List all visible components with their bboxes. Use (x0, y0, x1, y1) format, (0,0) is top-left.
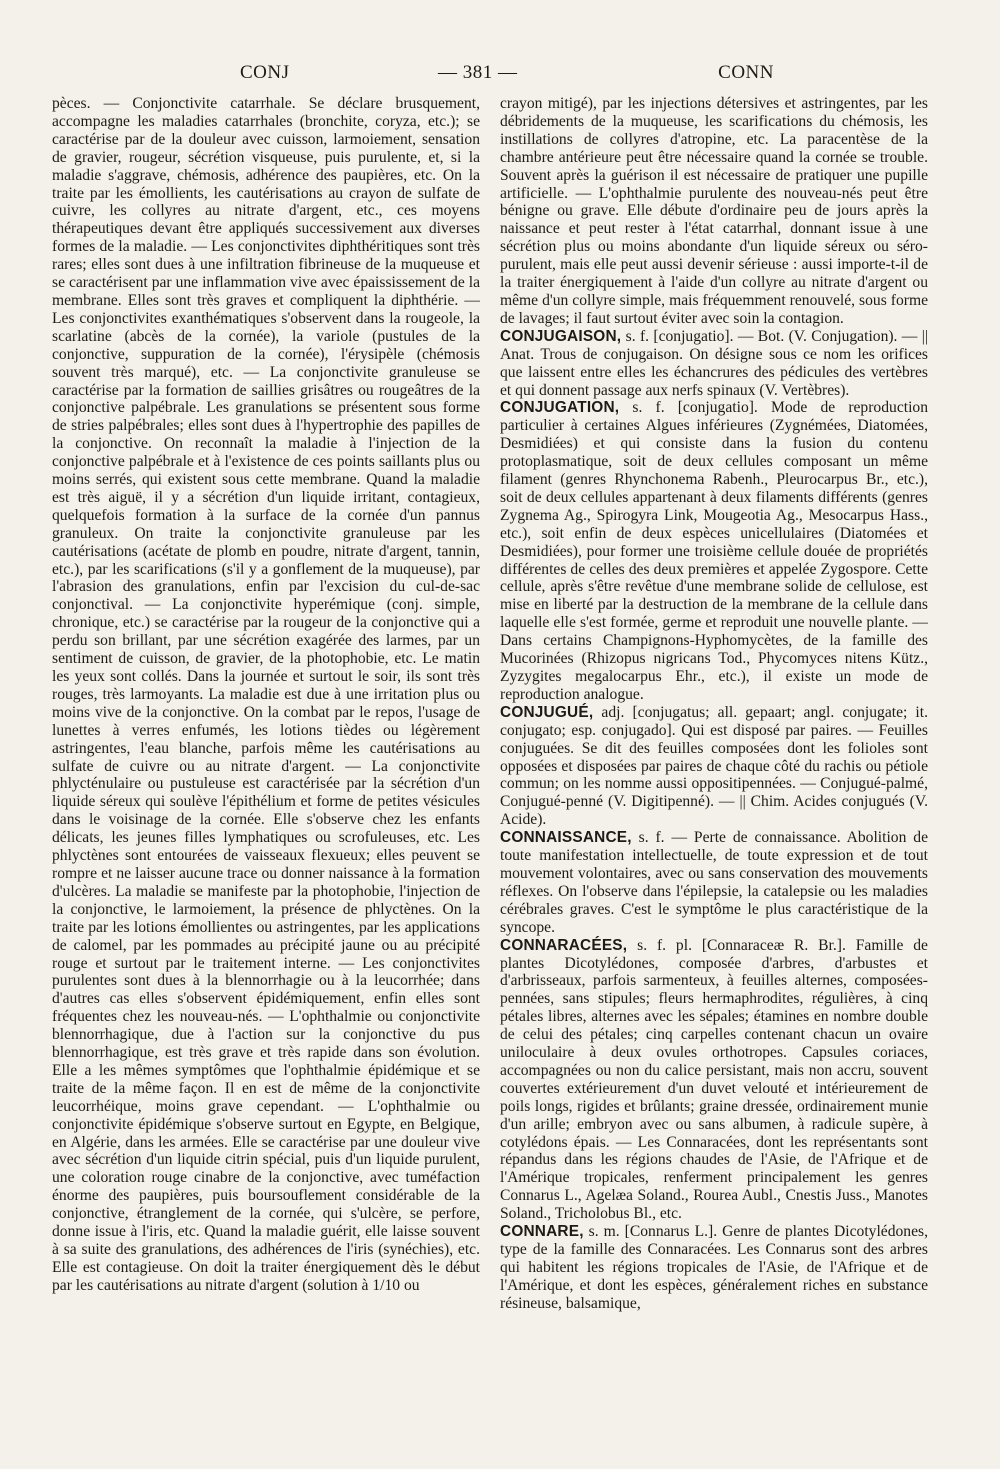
entry-body: s. m. [Connarus L.]. Genre de plantes Dicotylédones, type de la famille des Connaracées. Les Connarus sont des arbres qui habitent les régions tropicales de l'Asie, de l'Afrique et de l'Amérique, et dont les espèces, généralement riches en substance résineuse, balsamique, (500, 1223, 928, 1312)
page-number: — 381 — (438, 62, 518, 83)
entry-body: s. f. [conjugatio]. — Bot. (V. Conjugation). — || Anat. Trous de conjugaison. On désigne sous ce nom les orifices que laissent entre elles les échancrures des pédicules des vertèbres et qui donnent passage aux nerfs spinaux (V. Vertèbres). (500, 327, 928, 399)
entry-body: s. f. [conjugatio]. Mode de reproduction particulier à certaines Algues inférieures (Zygnémées, Diatomées, Desmidiées) et qui consiste dans la fusion du contenu protoplasmatique, soit de deux cellules composant un même filament (genres Rhynchonema Rabenh., Pleurocarpus Br., etc.), soit de deux cellules appartenant à deux filaments différents (genres Zygnema Ag., Spirogyra Link, Mougeotia Ag., Mesocarpus Hass., etc.), soit enfin de deux espèces unicellulaires (Diatomées et Desmidiées), pour former une troisième cellule douée de propriétés différentes de celles des deux premières et appelée Zygospore. Cette cellule, après s'être revêtue d'une membrane solide de cellulose, est mise en liberté par la destruction de la membrane de la cellule dans laquelle elle s'est formée, germe et reproduit une nouvelle plante. — Dans certains Champignons-Hyphomycètes, de la famille des Mucorinées (Rhizopus nigricans Tod., Phycomyces nitens Kütz., Zyzygites megalocarpus Ehr., etc.), il existe un mode de reproduction analogue. (500, 399, 928, 703)
entry-body: adj. [conjugatus; all. gepaart; angl. conjugate; it. conjugato; esp. conjugado]. Qui est disposé par paires. — Feuilles conjuguées. Se dit des feuilles composées dont les folioles sont opposées et disposées par paires de chaque côté du rachis ou pétiole commun; on les nomme aussi oppositipennées. — Conjugué-palmé, Conjugué-penné (V. Digitipenné). — || Chim. Acides conjugués (V. Acide). (500, 703, 928, 829)
entry-conjugaison (500, 328, 928, 400)
entry-headword: CONNARACÉES, (500, 936, 628, 954)
entry-headword: CONJUGAISON, (500, 327, 622, 345)
ophthalmie-continuation: crayon mitigé), par les injections détersives et astringentes, par les débridements de la muqueuse, les scarifications du chémosis, les instillations de collyres d'atropine, etc. La paracentèse de la chambre antérieure peut être nécessaire quand la cornée se trouble. Souvent après la guérison il est nécessaire de pratiquer une pupille artificielle. — L'ophthalmie purulente des nouveau-nés peut être bénigne ou grave. Elle débute d'ordinaire peu de jours après la naissance et peut rester à l'état catarrhal, donnant issue à une sécrétion plus ou moins abondante d'un liquide séreux ou séro-purulent, mais elle peut aussi devenir sérieuse : aussi importe-t-il de la traiter énergiquement à l'aide d'un collyre au nitrate d'argent ou même d'un collyre simple, mais fréquemment renouvelé, sous forme de lavages; il faut surtout éviter avec soin la contagion. (500, 95, 928, 327)
entry-connaissance (500, 829, 928, 936)
entry-connare (500, 1223, 928, 1313)
left-column (52, 95, 480, 1425)
entry-headword: CONJUGUÉ, (500, 703, 594, 721)
entry-headword: CONNARE, (500, 1223, 584, 1241)
entry-body: s. f. — Perte de connaissance. Abolition de toute manifestation intellectuelle, de toute expression et de tout mouvement volontaires, avec ou sans conservation des mouvements réflexes. On l'observe dans l'épilepsie, la catalepsie ou les maladies cérébrales graves. C'est le symptôme le plus caractéristique de la syncope. (500, 829, 928, 936)
header-right-guide-word: CONN (718, 62, 774, 83)
right-column (500, 95, 928, 1425)
entry-conjugue (500, 704, 928, 829)
entry-conjugation (500, 399, 928, 703)
entry-headword: CONNAISSANCE, (500, 829, 632, 847)
column-gutter (490, 95, 491, 1425)
conjonctivite-continuation: pèces. — Conjonctivite catarrhale. Se déclare brusquement, accompagne les maladies catarrhales (bronchite, coryza, etc.); se caractérise par de la douleur avec cuisson, larmoiement, sensation de gravier, rougeur, sécrétion visqueuse, puis purulente, et, si la maladie s'aggrave, chémosis, adhérence des paupières, etc. On la traite par les émollients, les cautérisations au crayon de sulfate de cuivre, les collyres au nitrate d'argent, etc., ces moyens thérapeutiques devant être appliqués successivement aux diverses formes de la maladie. — Les conjonctivites diphthéritiques sont très rares; elles sont dues à une infiltration fibrineuse de la muqueuse et se caractérisent par une inflammation vive avec épaississement de la membrane. Elles sont très graves et compliquent la diphthérie. — Les conjonctivites exanthématiques s'observent dans la rougeole, la scarlatine (abcès de la cornée), la variole (pustules de la conjonctive, suppuration de la cornée), l'érysipèle (chémosis souvent très marqué), etc. — La conjonctivite granuleuse se caractérise par la formation de saillies grisâtres ou rougeâtres de la conjonctive palpébrale. Les granulations se présentent sous forme de stries palpébrales; elles sont dues à l'hypertrophie des papilles de la conjonctive. On reconnaît la maladie à l'injection de la conjonctive palpébrale et à l'existence de ces points saillants plus ou moins serrés, qui existent sous cette membrane. Quand la maladie est très aiguë, il y a sécrétion d'un liquide irritant, contagieux, quelquefois formation à la surface de la cornée d'un pannus granuleux. On traite la conjonctivite granuleuse par les cautérisations (acétate de plomb en poudre, nitrate d'argent, tannin, etc.), par les scarifications (s'il y a gonflement de la muqueuse), par l'abrasion des granulations, enfin par l'excision du cul-de-sac conjonctival. — La conjonctivite hyperémique (conj. simple, chronique, etc.) se caractérise par la rougeur de la conjonctive qui a perdu son brillant, par une sécrétion exagérée des larmes, par un sentiment de cuisson, de gravier, de la photophobie, etc. Le matin les yeux sont collés. Dans la journée et surtout le soir, ils sont très rouges, très larmoyants. La maladie est due à une irritation plus ou moins vive de la conjonctive. On la combat par le repos, l'usage de lunettes à verres enfumés, les lotions tièdes ou légèrement astringentes, l'eau blanche, parfois même les cautérisations au sulfate de cuivre ou au nitrate d'argent. — La conjonctivite phlycténulaire ou pustuleuse est caractérisée par la sécrétion d'un liquide séreux qui soulève l'épithélium et forme de petites vésicules dans le voisinage de la cornée. Elle s'observe chez les enfants délicats, les jeunes filles lymphatiques ou scrofuleuses, etc. Les phlyctènes sont entourées de vaisseaux flexueux; elles peuvent se rompre et ne laisser aucune trace ou donner naissance à la formation d'ulcères. La maladie se manifeste par la photophobie, l'injection de la conjonctive, le larmoiement, la présence de phlyctènes. On la traite par les lotions émollientes ou astringentes, par les applications de calomel, par les pommades au précipité jaune ou au précipité rouge et surtout par le traitement interne. — Les conjonctivites purulentes sont dues à la blennorrhagie ou à la leucorrhée; dans d'autres cas elles s'observent épidémiquement, enfin elles sont fréquentes chez les nouveau-nés. — L'ophthalmie ou conjonctivite blennorrhagique, due à l'action sur la conjonctive du pus blennorrhagique, est très grave et très rapide dans son évolution. Elle a les mêmes symptômes que l'ophthalmie épidémique et se traite de la même façon. Il en est de même de la conjonctivite leucorrhéique, moins grave cependant. — L'ophthalmie ou conjonctivite épidémique s'observe surtout en Egypte, en Belgique, en Algérie, dans les armées. Elle se caractérise par une douleur vive avec sécrétion d'un liquide citrin spécial, puis d'un liquide purulent, une coloration rouge cinabre de la conjonctive, avec tuméfaction énorme des paupières, puis boursouflement considérable de la conjonctive, étranglement de la cornée, qui s'ulcère, se perfore, donne issue à l'iris, etc. Quand la maladie guérit, elle laisse souvent à sa suite des granulations, des adhérences de l'iris (synéchies), etc. Elle est contagieuse. On doit la traiter énergiquement dès le début par les cautérisations au nitrate d'argent (solution à 1/10 ou (52, 95, 480, 1294)
running-header (52, 62, 950, 88)
header-left-guide-word: CONJ (240, 62, 290, 83)
entry-headword: CONJUGATION, (500, 399, 620, 417)
entry-body: s. f. pl. [Connaraceæ R. Br.]. Famille de plantes Dicotylédones, composée d'arbres, d'arbustes et d'arbrisseaux, parfois sarmenteux, à feuilles alternes, composées-pennées, sans stipules; fleurs hermaphrodites, régulières, à cinq pétales libres, alternes avec les sépales; étamines en nombre double de celui des pétales; cinq carpelles contenant chacun un ovaire uniloculaire à deux ovules orthotropes. Capsules coriaces, accompagnées ou non du calice persistant, mais non accru, souvent couvertes extérieurement d'un duvet velouté et intérieurement de poils longs, rigides et brûlants; graine dressée, ordinairement munie d'un arille; embryon avec ou sans albumen, à radicule supère, à cotylédons épais. — Les Connaracées, dont les représentants sont répandus dans les régions chaudes de l'Asie, de l'Afrique et de l'Amérique tropicales, renferment principalement les genres Connarus L., Agelæa Soland., Rourea Aubl., Cnestis Juss., Manotes Soland., Tricholobus Bl., etc. (500, 936, 928, 1223)
entry-connaracees (500, 937, 928, 1224)
